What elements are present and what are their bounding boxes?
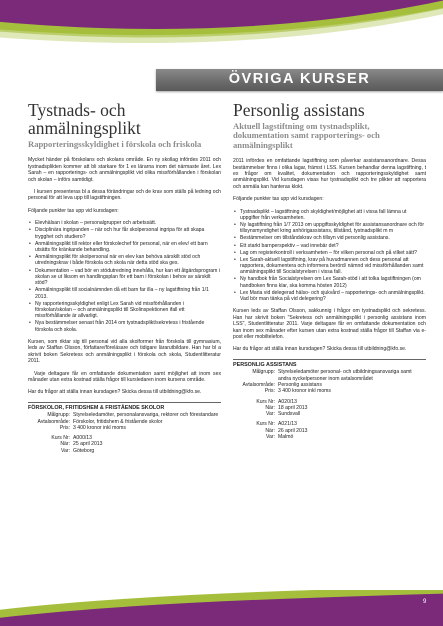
info-value: Förskolor, fritidshem & fristående skolor: [73, 418, 163, 425]
list-item: • Anmälningsplikt till rektor eller förskolechef för personal, när en elev/ ett barn utsätts för kränkande behandling.: [35, 241, 221, 254]
info-value: 26 april 2013: [278, 427, 308, 434]
right-course-info: [233, 369, 426, 394]
left-paragraph: Kursen, som riktar sig till personal vid alla skolformer från förskola till gymnasium, leds av Staffan Olsson, författare/föreläsare och tidigare lärarutbildare. Han har bl a skrivit boken Sekretess och anmälningsplikt i förskola och skola, Studentlitteratur 2011.: [28, 338, 221, 365]
right-subtitle: Aktuell lagstiftning om tystnadsplikt, dokumentation samt rapporterings- och anmälningsplikt: [233, 121, 380, 150]
left-subtitle: Rapporteringsskyldighet i förskola och friskola: [28, 139, 202, 149]
info-value: 3 400 kronor inkl moms: [73, 424, 126, 431]
info-row: [28, 425, 221, 431]
left-paragraph: I kursen presenteras bl a dessa förändringar och de krav som ställs på ledning och personal för att leva upp till lagstiftningen.: [28, 189, 221, 202]
list-item: • Lex Maria vid delegerad hälso- och sjukvård – rapporterings- och anmälningsplikt. Vad bör man tänka på vid delegering?: [240, 290, 426, 303]
left-list-intro: Följande punkter tas upp vid kursdagen:: [28, 207, 119, 214]
list-item: • Anmälningsplikt till socialnämnden då ett barn far illa – ny lagstiftning från 1/1 2013.: [35, 287, 221, 300]
list-item: • Elevhälsan i skolan – personalgrupper och arbetssätt.: [35, 220, 221, 226]
info-row: [233, 369, 426, 382]
list-item: • Dokumentation – vad bör en stödutredning innehålla, hur kan ett åtgärdsprogram i skolan se ut liksom en handlingsplan för ett barn i förskolan i behov av särskilt stöd?: [35, 268, 221, 287]
right-contact-paragraph: Har du frågor att ställa innan kursdagen? Skicka dessa till utbildning@kfo.se.: [233, 346, 407, 353]
bottom-swoosh-decoration: [0, 590, 443, 626]
info-label: Var:: [266, 434, 275, 440]
list-item: • Bestämmelser om tillståndskrav och tillsyn vid personlig assistans.: [240, 235, 426, 241]
info-label: Kurs Nr:: [51, 435, 70, 442]
list-item: • Lag om registerkontroll i verksamheten – för vilken personal och på vilket sätt?: [240, 250, 426, 256]
list-item: • Ny rapporteringsskyldighet enligt Lex Sarah vid missförhållanden i förskolan/skolan – och anmälningsplikt till Skolinspektionen ifall ett missförhållande är allvarligt.: [35, 301, 221, 320]
info-label: Målgrupp:: [47, 412, 70, 419]
right-paragraph: 2011 infördes en omfattande lagstiftning som påverkar assistansanordnare. Dessa bestämmelser finns i olika lagar, främst i LSS. Kursen behandlar denna lagstiftning, t ex frågor om kvalitet, dokumentation och rapporteringsskyldighet samt anmälningsplikt. Vid kursdagen visas hur tystnadsplikt och tre plikter att rapportera och anmäla kan hanteras klokt.: [233, 158, 426, 190]
info-value: Sundsvall: [278, 411, 301, 418]
info-label: Pris:: [264, 388, 275, 395]
divider: [233, 359, 426, 360]
list-item: • Nya bestämmelser senast från 2014 om tystnadsplikt/sekretess i fristående förskola och skola.: [35, 320, 221, 333]
list-item: • Ett starkt barnperspektiv – vad innebär det?: [240, 243, 426, 249]
info-label: När:: [265, 404, 275, 411]
info-value: Styrelseledamöter personal- och utbildningsansvariga samt andra nyckelpersoner inom avtalsområdet: [278, 369, 412, 382]
left-course-heading: FÖRSKOLOR, FRITIDSHEM & FRISTÅENDE SKOLOR: [28, 404, 165, 411]
info-value: Personlig assistans: [278, 381, 322, 388]
left-contact-paragraph: Har du frågor att ställa innan kursdagen? Skicka dessa till utbildning@kfo.se.: [28, 389, 202, 396]
list-item: • Lex Sarah-aktuell lagstiftning, krav på huvudmannen och dess personal att rapportera, dokumentera och informera berörd/ nämnd vid missförhållanden samt anmälningsplikt till Socialstyrelsen i vissa fall.: [240, 257, 426, 276]
list-item: • Disciplinära ingripanden – när och hur får skolpersonal ingripa för att skapa trygghet och studiero?: [35, 227, 221, 240]
info-value: 18 april 2013: [278, 404, 308, 411]
info-label: Kurs Nr:: [256, 421, 275, 428]
list-item: • Ny lagstiftning från 1/7 2013 om uppgiftsskyldighet för assistansanordnare och för tillsynsmyndighet kring anhörigassistans, tillstånd, tystnadsplikt m m: [240, 222, 426, 235]
info-label: Kurs Nr:: [256, 398, 275, 405]
top-swoosh-decoration: [0, 0, 443, 50]
info-label: Avtalsområde:: [37, 418, 70, 425]
left-course-session: [28, 435, 221, 454]
info-value: A000/13: [73, 435, 92, 442]
info-label: Avtalsområde:: [242, 381, 275, 388]
list-item: • Anmälningsplikt för skolpersonal när en elev kan behöva särskilt stöd och utredningskrav i både förskola och skola när detta stöd ska ges.: [35, 254, 221, 267]
info-row: [233, 388, 426, 394]
info-value: 3 400 kronor inkl moms: [278, 388, 331, 395]
left-bullet-list: [28, 220, 221, 333]
info-value: Styrelseledamöter, personalansvariga, rektorer och förestandare: [73, 412, 219, 419]
right-course-session: [233, 399, 426, 418]
info-label: Var:: [61, 447, 70, 454]
info-value: Göteborg: [73, 447, 95, 454]
section-banner: [156, 69, 443, 91]
info-label: Pris:: [59, 424, 70, 431]
info-value: 25 april 2013: [73, 441, 103, 448]
left-title: Tystnads- och anmälningsplikt: [28, 100, 141, 138]
divider: [28, 402, 221, 403]
info-value: Malmö: [278, 434, 294, 440]
info-label: När:: [60, 441, 70, 448]
right-course-session: [233, 421, 426, 440]
right-paragraph: Kursen leds av Staffan Olsson, sakkunnig i frågor om tystnadsplikt och sekretess. Han har skrivit boken "Sekretess och anmälningsplikt i personlig assistans inom LSS", Studentlitteratur 2011. Varje deltagare får en omfattande dokumentation och kan inom sex månader efter kursen utan extra kostnad ställa frågor till Staffan via e-post eller mobiltelefon.: [233, 308, 426, 341]
right-course-heading: PERSONLIG ASSISTANS: [233, 361, 297, 368]
right-bullet-list: [233, 209, 426, 303]
info-label: Målgrupp:: [252, 369, 275, 376]
right-title: Personlig assistans: [233, 100, 365, 120]
info-label: Var:: [266, 411, 275, 418]
left-column: [28, 101, 221, 458]
info-label: När:: [265, 427, 275, 434]
right-column: [233, 101, 426, 444]
list-item: • Tystnadsplikt – lagstiftning och skyldighet/möjlighet att i vissa fall lämna ut uppgifter från verksamheten.: [240, 209, 426, 222]
list-item: • Ny handbok från Socialstyrelsen om Lex Sarah-stöd i att tolka lagstiftningen (om handboken finns klar, ska komma hösten 2012): [240, 276, 426, 289]
info-row: [28, 448, 221, 454]
banner-title: ÖVRIGA KURSER: [228, 71, 371, 87]
left-paragraph: Mycket händer på förskolans och skolans område. En ny skollag infördes 2011 och tystnadsplikten kommer att bli starkare för 1 ex lärarna inom det närmaste året. Lex Sarah – en rapporterings- och anmälningsplikt vid olika missförhållanden i förskolan och skolan – införs samtidigt.: [28, 157, 221, 183]
info-row: [233, 411, 426, 417]
info-value: A021/13: [278, 421, 297, 428]
info-value: A020/13: [278, 398, 297, 405]
left-course-info: [28, 412, 221, 431]
right-list-intro: Följande punkter tas upp vid kursdagen:: [233, 196, 324, 203]
info-row: [233, 434, 426, 440]
page-number: 9: [423, 599, 427, 605]
left-paragraph: Varje deltagare får en omfattande dokumentation samt möjlighet att inom sex månader utan extra kostnad ställa frågor till kursledaren inom kursens område.: [28, 370, 221, 383]
